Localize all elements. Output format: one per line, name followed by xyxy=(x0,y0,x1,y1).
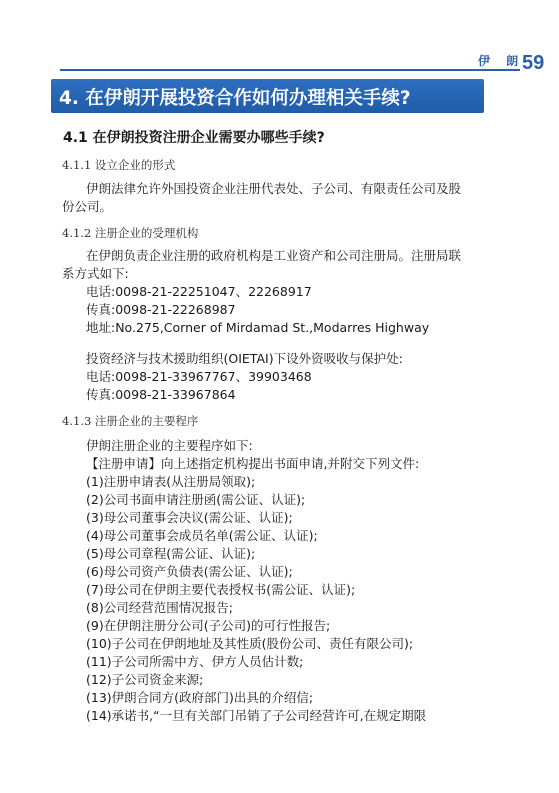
list-item: (5)母公司章程(需公证、认证); xyxy=(86,546,256,561)
paragraph-line: 系方式如下: xyxy=(62,266,129,281)
list-item: (7)母公司在伊朗主要代表授权书(需公证、认证); xyxy=(86,582,356,597)
list-item: (13)伊朗合同方(政府部门)出具的介绍信; xyxy=(86,690,314,705)
list-item: (1)注册申请表(从注册局领取); xyxy=(86,474,256,489)
paragraph-line: 【注册申请】向上述指定机构提出书面申请,并附交下列文件: xyxy=(86,456,420,471)
list-item: (12)子公司资金来源; xyxy=(86,672,204,687)
section-title: 4.1 在伊朗投资注册企业需要办哪些手续? xyxy=(63,130,325,146)
subsection-title: 4.1.3 注册企业的主要程序 xyxy=(62,414,199,428)
list-item: (4)母公司董事会成员名单(需公证、认证); xyxy=(86,528,318,543)
header-country: 伊 朗 xyxy=(478,54,525,68)
list-item: (14)承诺书,“一旦有关部门吊销了子公司经营许可,在规定期限 xyxy=(86,708,427,723)
subsection-title: 4.1.1 设立企业的形式 xyxy=(62,158,176,172)
contact-phone: 电话:0098-21-22251047、22268917 xyxy=(86,284,312,299)
contact-fax: 传真:0098-21-33967864 xyxy=(86,387,236,402)
list-item: (3)母公司董事会决议(需公证、认证); xyxy=(86,510,293,525)
paragraph-line: 份公司。 xyxy=(62,199,113,214)
paragraph-line: 在伊朗负责企业注册的政府机构是工业资产和公司注册局。注册局联 xyxy=(86,248,462,263)
list-item: (6)母公司资产负债表(需公证、认证); xyxy=(86,564,293,579)
subsection-title: 4.1.2 注册企业的受理机构 xyxy=(62,226,199,240)
paragraph-line: 伊朗注册企业的主要程序如下: xyxy=(86,438,253,453)
paragraph-line: 伊朗法律允许外国投资企业注册代表处、子公司、有限责任公司及股 xyxy=(86,181,462,196)
list-item: (11)子公司所需中方、伊方人员估计数; xyxy=(86,654,304,669)
contact-address: 地址:No.275,Corner of Mirdamad St.,Modarres Highway xyxy=(86,320,430,335)
list-item: (10)子公司在伊朗地址及其性质(股份公司、责任有限公司); xyxy=(86,636,414,651)
contact-phone: 电话:0098-21-33967767、39903468 xyxy=(86,369,312,384)
list-item: (8)公司经营范围情况报告; xyxy=(86,600,233,615)
paragraph-line: 投资经济与技术援助组织(OIETAI)下设外资吸收与保护处: xyxy=(86,351,403,366)
chapter-banner xyxy=(51,79,484,113)
list-item: (2)公司书面申请注册函(需公证、认证); xyxy=(86,492,306,507)
list-item: (9)在伊朗注册分公司(子公司)的可行性报告; xyxy=(86,618,331,633)
contact-fax: 传真:0098-21-22268987 xyxy=(86,302,236,317)
chapter-title: 4. 在伊朗开展投资合作如何办理相关手续? xyxy=(59,88,411,109)
page-number: 59 xyxy=(522,52,545,74)
header-rule xyxy=(60,69,520,71)
